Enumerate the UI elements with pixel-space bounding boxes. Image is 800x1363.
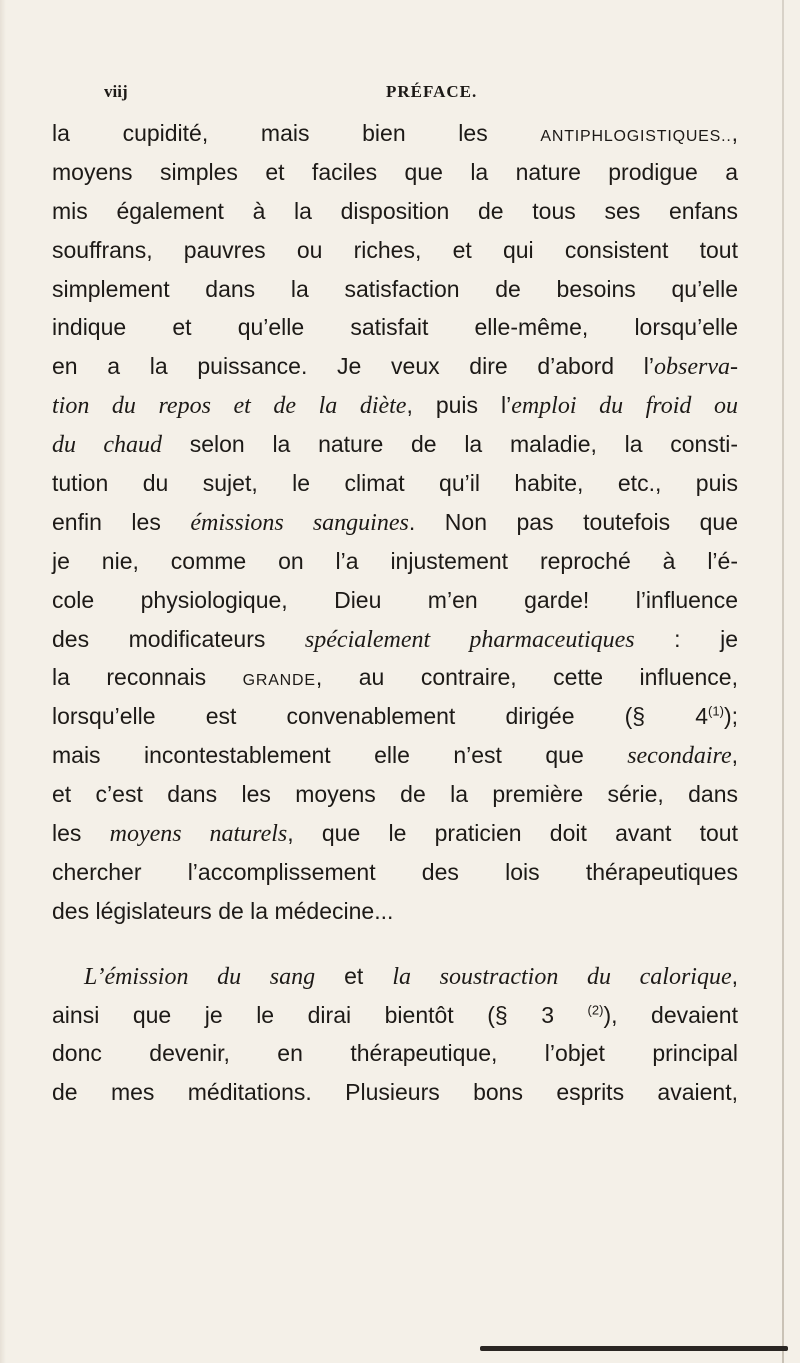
text-line: simplement dans la satisfaction de besoins qu’elle bbox=[52, 275, 738, 302]
text-line: et c’est dans les moyens de la première série, dans bbox=[52, 781, 738, 808]
text-line: mis également à la disposition de tous ses enfans bbox=[52, 197, 738, 224]
text-line: ainsi que je le dirai bientôt (§ 3 $^{(2)}$), devaient bbox=[52, 1001, 738, 1028]
page-edge-line bbox=[782, 0, 784, 1363]
text-line: la cupidité, mais bien les ANTIPHLOGISTIQUES.., bbox=[52, 120, 738, 146]
text-line: je nie, comme on l’a injustement reproché à l’é- bbox=[52, 547, 738, 574]
text-line: chercher l’accomplissement des lois thérapeutiques bbox=[52, 858, 738, 885]
text-line: du chaud selon la nature de la maladie, la consti- bbox=[52, 431, 738, 459]
running-header bbox=[52, 82, 732, 108]
text-line: cole physiologique, Dieu m’en garde! l’influence bbox=[52, 586, 738, 613]
paragraph-gap bbox=[52, 931, 738, 957]
text-line: les moyens naturels, que le praticien doit avant tout bbox=[52, 820, 738, 848]
text-line: enfin les émissions sanguines. Non pas toutefois que bbox=[52, 508, 738, 536]
text-line: tution du sujet, le climat qu’il habite, etc., puis bbox=[52, 470, 738, 497]
text-line: la reconnais GRANDE, au contraire, cette influence, bbox=[52, 664, 738, 691]
running-title: PRÉFACE. bbox=[386, 82, 478, 101]
text-line: de mes méditations. Plusieurs bons esprits avaient, bbox=[52, 1079, 738, 1106]
text-line: des modificateurs spécialement pharmaceutiques : je bbox=[52, 625, 739, 653]
text-line: L’émission du sang et la soustraction du calorique, bbox=[84, 962, 739, 990]
text-line: des législateurs de la médecine... bbox=[52, 897, 394, 924]
text-line: en a la puissance. Je veux dire d’abord l’observa- bbox=[52, 353, 738, 381]
text-line: lorsqu’elle est convenablement dirigée (§ 4$^{(1)}$); bbox=[52, 703, 738, 730]
text-line: tion du repos et de la diète, puis l’emploi du froid ou bbox=[52, 392, 738, 420]
text-line: indique et qu’elle satisfait elle-même, lorsqu’elle bbox=[52, 314, 738, 341]
page-bottom-edge bbox=[480, 1346, 788, 1351]
text-line: mais incontestablement elle n’est que secondaire, bbox=[52, 742, 738, 770]
body-text bbox=[52, 114, 738, 1112]
gutter-shadow bbox=[0, 0, 6, 1363]
text-line: donc devenir, en thérapeutique, l’objet principal bbox=[52, 1040, 738, 1067]
text-line: souffrans, pauvres ou riches, et qui consistent tout bbox=[52, 236, 738, 263]
page-number: viij bbox=[104, 82, 128, 101]
text-line: moyens simples et faciles que la nature prodigue a bbox=[52, 158, 738, 185]
